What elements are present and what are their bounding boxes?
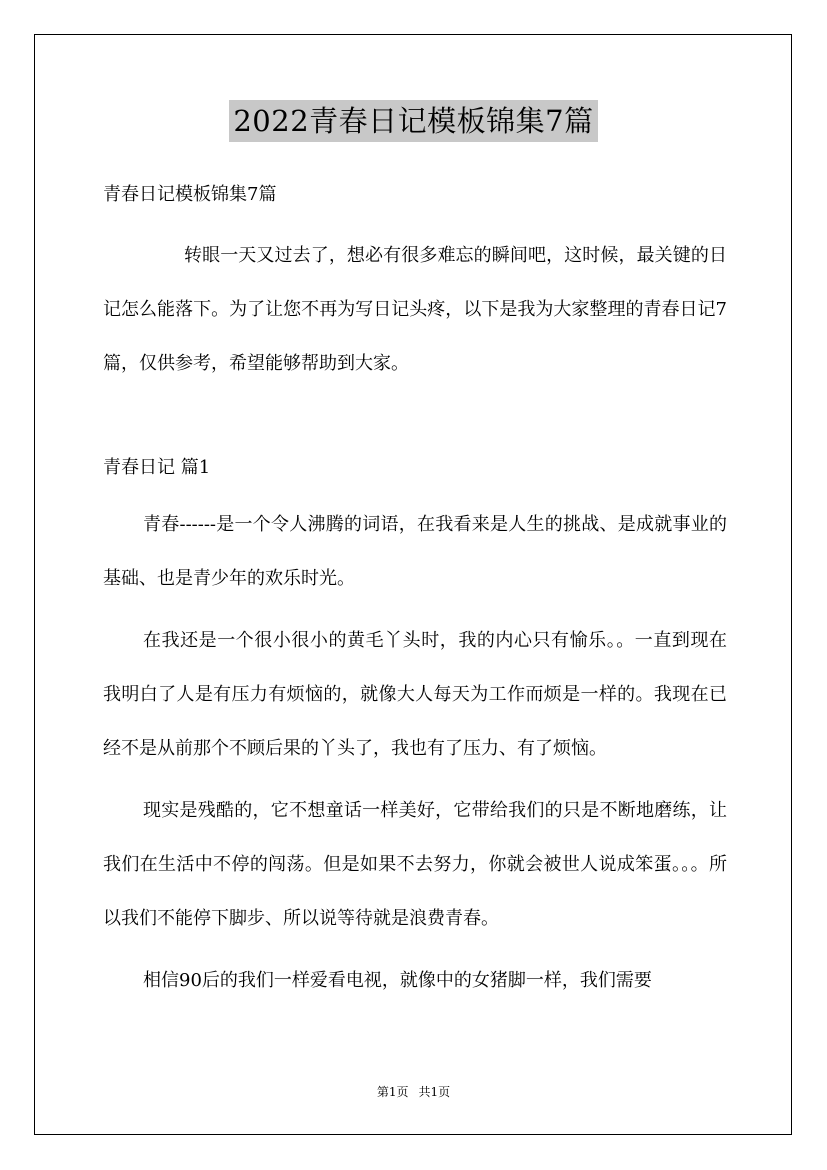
title-container <box>0 100 827 142</box>
body-paragraph-2: 在我还是一个很小很小的黄毛丫头时，我的内心只有愉乐。。一直到现在我明白了人是有压力有烦恼的，就像大人每天为工作而烦是一样的。我现在已经不是从前那个不顾后果的丫头了，我也有了压力、有了烦恼。 <box>103 630 727 759</box>
intro-paragraph: 转眼一天又过去了，想必有很多难忘的瞬间吧，这时候，最关键的日记怎么能落下。为了让您不再为写日记头疼，以下是我为大家整理的青春日记7篇，仅供参考，希望能够帮助到大家。 <box>103 245 727 374</box>
page-number: 第1页 <box>376 1085 409 1099</box>
body-paragraph-4: 相信90后的我们一样爱看电视，就像中的女猪脚一样，我们需要 <box>143 970 652 991</box>
body-paragraph-3: 现实是残酷的，它不想童话一样美好，它带给我们的只是不断地磨练，让我们在生活中不停的闯荡。但是如果不去努力，你就会被世人说成笨蛋。。。所以我们不能停下脚步、所以说等待就是浪费青春。 <box>103 800 727 929</box>
section-heading: 青春日记 篇1 <box>103 457 211 478</box>
document-title: 2022青春日记模板锦集7篇 <box>229 100 597 142</box>
page-total: 共1页 <box>418 1085 451 1099</box>
body-paragraph-1: 青春------是一个令人沸腾的词语，在我看来是人生的挑战、是成就事业的基础、也是青少年的欢乐时光。 <box>103 514 727 589</box>
document-body <box>103 172 727 1008</box>
document-subtitle: 青春日记模板锦集7篇 <box>103 184 277 205</box>
page-footer <box>0 1082 827 1102</box>
